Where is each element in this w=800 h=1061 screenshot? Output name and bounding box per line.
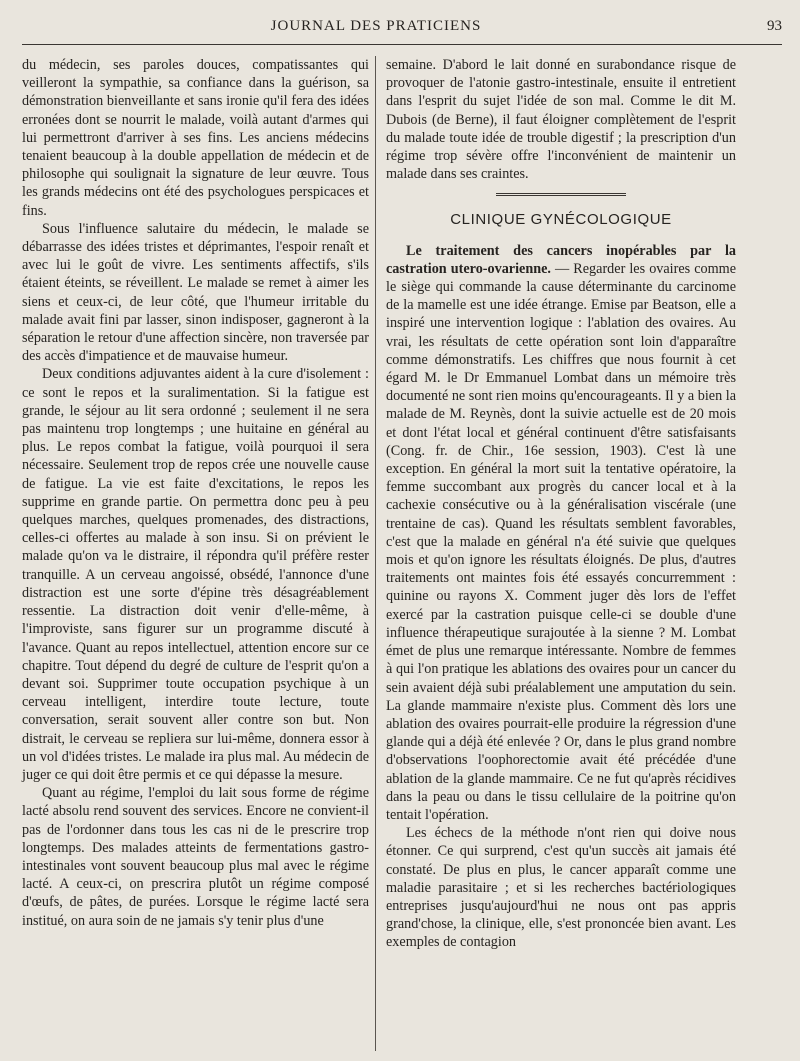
paragraph: Les échecs de la méthode n'ont rien qui doive nous étonner. Ce qui surprend, c'est qu'un succès ait jamais été constaté. De plus en plus, le cancer apparaît comme une maladie parasitaire ; et si les recherches bactériologiques entreprises jusqu'aujourd'hui ne nous ont pas appris grand'chose, la clinique, elle, s'est prononcée bien avant. Les exemples de contagion [386,825,736,951]
section-rule [496,193,626,198]
paragraph: Quant au régime, l'emploi du lait sous forme de régime lacté absolu rend souvent des services. Encore ne convient-il pas de l'ordonner dans tous les cas ni de le prescrire trop longtemps. Des malades atteints de fermentations gastro-intestinales vont souvent beaucoup plus mal avec le régime lacté. A ceux-ci, on prescrira plutôt un régime composé d'œufs, de pâtes, de purées. Lorsque le régime lacté sera institué, on aura soin de ne jamais s'y tenir plus d'une [22,785,369,929]
paragraph: Sous l'influence salutaire du médecin, le malade se débarrasse des idées tristes et déprimantes, l'espoir renaît et avec lui le goût de vivre. Les sentiments affectifs, s'ils étaient éteints, se réveillent. Le malade se remet à aimer les siens et ceux-ci, de leur côté, que l'humeur irritable du malade avait fini par lasser, sinon indisposer, gagneront à la séparation le retour d'une affection sincère, non traversée par des accès d'impatience et de mauvaise humeur. [22,220,369,365]
running-header [22,18,782,44]
section-title: CLINIQUE GYNÉCOLOGIQUE [450,211,672,229]
article-title: Le traitement des cancers inopérables par la castration utero-ovarienne. [386,242,736,277]
paragraph: Deux conditions adjuvantes aident à la cure d'isolement : ce sont le repos et la suralimentation. Si la fatigue est grande, le séjour au lit sera ordonné ; seulement il ne sera pas maintenu trop longtemps ; une huitaine en général au plus. Le repos combat la fatigue, voilà pourquoi il sera nécessaire. Seulement trop de repos crée une nouvelle cause de fatigue. La vie est faite d'excitations, le repos les supprime en grande partie. On permettra donc peu à peu quelques marches, quelques promenades, des distractions, celles-ci offertes au malade à son insu. Si on prévient le malade qu'on va le distraire, il répondra qu'il préfère rester tranquille. A un cerveau angoissé, obsédé, l'annonce d'une distraction est une sorte d'épine très désagréablement ressentie. La distraction doit venir d'elle-même, à l'improviste, sans figurer sur un programme discuté à l'avance. Quant au repos intellectuel, attention encore sur ce chapitre. Tout dépend du degré de culture de l'esprit qu'on a devant soi. Supprimer toute occupation psychique à un cerveau intelligent, interdire toute lecture, toute conversation, serait souvent aller contre son but. Non distrait, le cerveau se repliera sur lui-même, donnera essor à un vol d'idées tristes. Le malade ira plus mal. Au médecin de juger ce qui doit être permis et ce qui dépasse la mesure. [22,366,369,783]
page-number: 93 [767,18,782,34]
article-body: — Regarder les ovaires comme le siège qui commande la cause déterminante du carcinome de la mamelle est une idée étrange. Emise par Beatson, elle a inspiré une intervention logique : l'ablation des ovaires. Au vrai, les résultats de cette opération sont loin d'apparaître comme démonstratifs. Les chiffres que nous fournit à cet égard M. le Dr Emmanuel Lombat dans un mémoire très documenté ne sont rien moins qu'encourageants. Il y a bien la malade de M. Reynès, dont la suivie actuelle est de 20 mois et dont l'état local et général continuent d'être satisfaisants (Cong. fr. de Chir., 16e session, 1903). C'est là une exception. En général la mort suit la tentative opératoire, la femme succombant aux progrès du cancer local et à la cachexie consécutive ou à la généralisation viscérale (une trentaine de cas). Quand les résultats semblent favorables, c'est que la malade en général n'a été suivie que quelques mois et qu'on ignore les résultats éloignés. De plus, d'autres traitements ont maintes fois été essayés concurremment : quinine ou rayons X. Comment juger dès lors de l'effet exercé par la castration puisque celle-ci se double d'une influence thérapeutique surajoutée à la sienne ? M. Lombat émet de plus une remarque intéressante. Nombre de femmes à qui l'on pratique les ablations des ovaires pour un cancer du sein avaient déjà subi préalablement une amputation du sein. La glande mammaire n'existe plus. Comment dès lors une ablation des ovaires pourrait-elle produire la régression d'une glande qui a déjà été enlevée ? Or, dans le plus grand nombre d'observations l'oophorectomie avait été précédée d'une ablation de la glande mammaire. Ce ne fut qu'après récidives dans la peau ou dans le tissu cellulaire de la poitrine qu'on tentait l'opération. [386,260,736,823]
right-column [386,56,736,952]
header-rule [22,44,782,45]
paragraph: semaine. D'abord le lait donné en surabondance risque de provoquer de l'atonie gastro-intestinale, ensuite il entretient dans l'esprit du sujet l'idée de son mal. Comme le dit M. Dubois (de Berne), il faut éloigner complètement de l'esprit du malade toute idée de trouble digestif ; la prescription d'un régime trop sévère offre l'inconvénient de maintenir un malade dans ses craintes. [386,57,736,183]
journal-title: JOURNAL DES PRATICIENS [270,18,482,34]
column-divider [375,56,376,1051]
article-paragraph [386,242,736,825]
paragraph: du médecin, ses paroles douces, compatissantes qui veilleront la sympathie, sa confiance dans la guérison, sa démonstration bienveillante et sans ironie qu'il fera des idées erronées dont se nourrit le malade, voilà autant d'armes qui lui permettront d'arriver à ses fins. Les anciens médecins tenaient beaucoup à la double appellation de médecin et de philosophe qui soulignait la signature de leur œuvre. Tous les grands médecins ont été des psychologues perspicaces et fins. [22,57,369,219]
left-column [22,56,369,930]
